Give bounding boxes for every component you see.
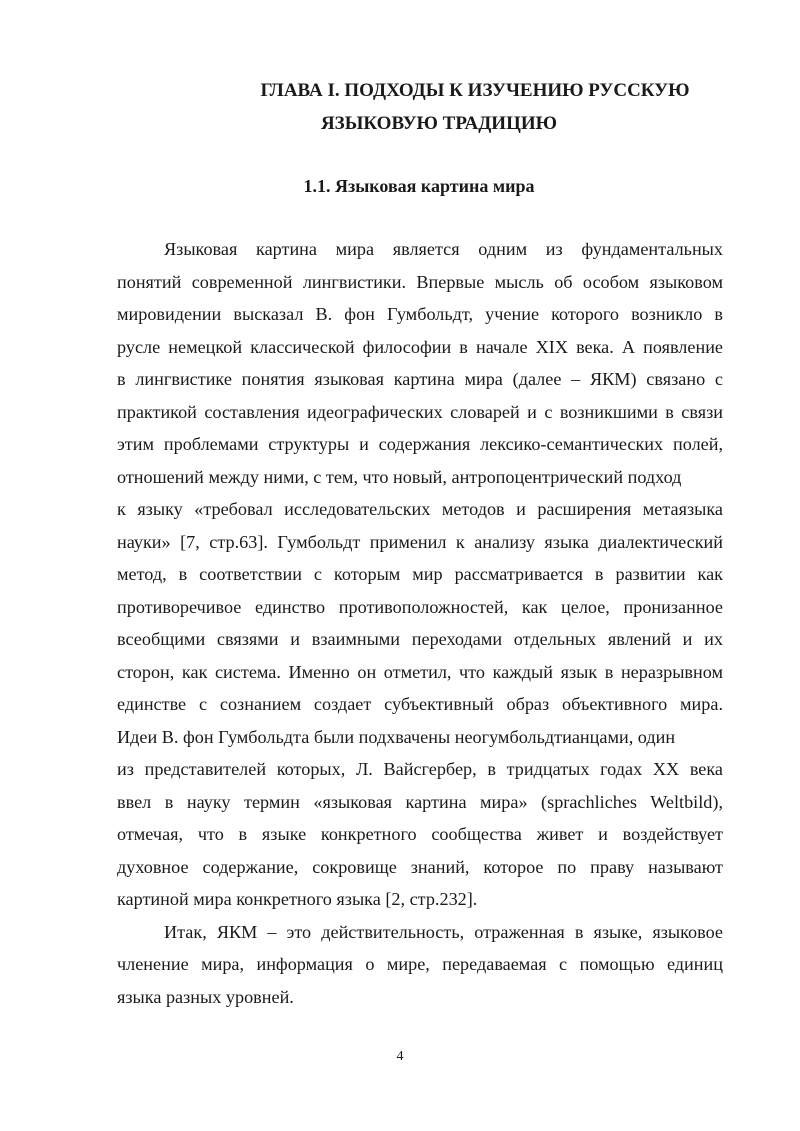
text-line: в лингвистике понятия языковая картина мира (далее – ЯКМ) связано с xyxy=(117,369,723,389)
text-line: сторон, как система. Именно он отметил, что каждый язык в неразрывном xyxy=(117,661,723,682)
text-line: практикой составления идеографических словарей и с возникшими в связи xyxy=(117,401,723,422)
text-line: Языковая картина мира является одним из фундаментальных xyxy=(164,239,723,259)
paragraph-1 xyxy=(117,233,723,916)
text-line: единстве с сознанием создает субъективный образ объективного мира. xyxy=(117,694,723,714)
text-line: этим проблемами структуры и содержания лексико-семантических полей, xyxy=(117,434,723,454)
paragraph-2 xyxy=(117,916,723,1014)
chapter-title-line-2: ЯЗЫКОВУЮ ТРАДИЦИЮ xyxy=(320,113,558,134)
text-line: ввел в науку термин «языковая картина мира» (sprachliches Weltbild), xyxy=(117,791,723,812)
text-line: противоречивое единство противоположностей, как целое, пронизанное xyxy=(117,596,723,617)
text-line: членение мира, информация о мире, передаваемая с помощью единиц xyxy=(117,954,723,974)
text-line: понятий современной лингвистики. Впервые мысль об особом языковом xyxy=(117,271,723,292)
text-line: отмечая, что в языке конкретного сообщества живет и воздействует xyxy=(117,824,723,844)
text-line: мировидении высказал В. фон Гумбольдт, учение которого возникло в xyxy=(117,304,723,324)
chapter-title-line-1: ГЛАВА I. ПОДХОДЫ К ИЗУЧЕНИЮ РУССКУЮ xyxy=(260,80,690,101)
chapter-title xyxy=(118,74,720,140)
text-line: всеобщими связями и взаимными переходами отдельных явлений и их xyxy=(117,629,723,649)
text-line: Итак, ЯКМ – это действительность, отраженная в языке, языковое xyxy=(164,921,723,942)
text-line: духовное содержание, сокровище знаний, которое по праву называют xyxy=(117,856,723,877)
text-line: метод, в соответствии с которым мир рассматривается в развитии как xyxy=(117,564,723,584)
text-line: науки» [7, стр.63]. Гумбольдт применил к анализу языка диалектический xyxy=(117,531,723,552)
page-number: 4 xyxy=(396,1049,404,1064)
body-text xyxy=(117,233,723,1013)
text-line: Идеи В. фон Гумбольдта были подхвачены неогумбольдтианцами, один xyxy=(117,726,676,747)
text-line: к языку «требовал исследовательских методов и расширения метаязыка xyxy=(117,499,723,519)
text-line: картиной мира конкретного языка [2, стр.232]. xyxy=(117,889,478,909)
text-line: языка разных уровней. xyxy=(117,986,294,1007)
text-line: из представителей которых, Л. Вайсгербер, в тридцатых годах XX века xyxy=(117,759,723,779)
text-line: отношений между ними, с тем, что новый, антропоцентрический подход xyxy=(117,466,682,487)
section-title: 1.1. Языковая картина мира xyxy=(303,176,535,196)
text-line: русле немецкой классической философии в начале XIX века. А появление xyxy=(117,336,723,357)
